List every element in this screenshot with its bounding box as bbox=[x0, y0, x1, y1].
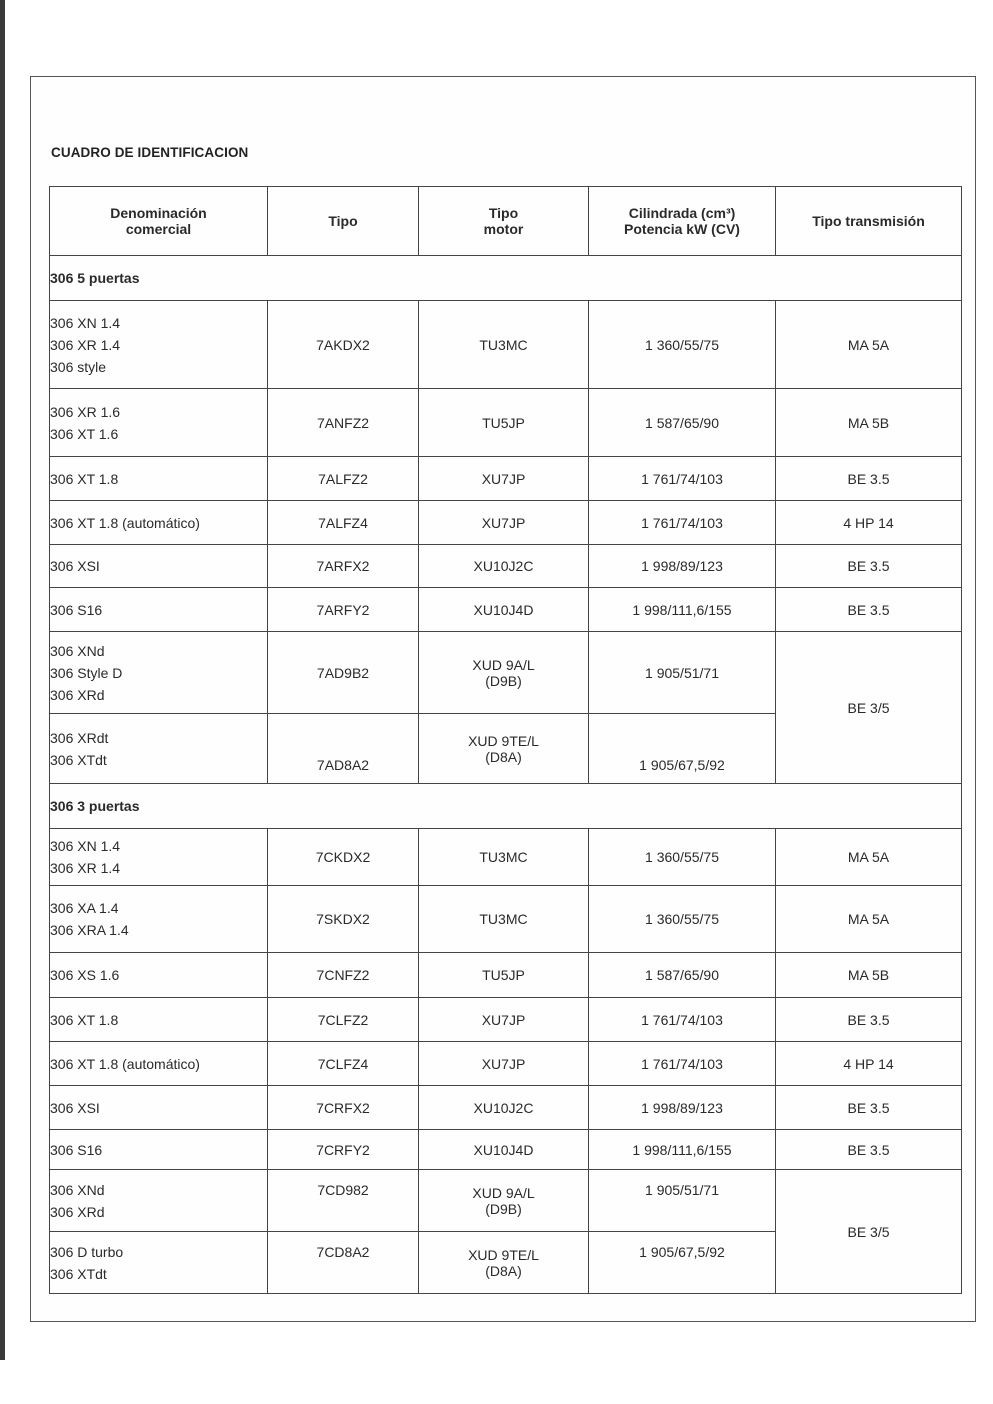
table-row bbox=[50, 1086, 962, 1130]
cell-transmision: 4 HP 14 bbox=[776, 1042, 962, 1086]
cell-denominacion: 306 XS 1.6 bbox=[50, 953, 268, 998]
header-tipo: Tipo bbox=[268, 187, 419, 256]
cell-tipo: 7ANFZ2 bbox=[268, 389, 419, 457]
cell-motor: XU7JP bbox=[419, 1042, 589, 1086]
cell-motor: XUD 9TE/L (D8A) bbox=[419, 714, 589, 784]
table-row bbox=[50, 1170, 962, 1232]
cell-tipo: 7CD8A2 bbox=[268, 1232, 419, 1294]
table-row bbox=[50, 953, 962, 998]
header-transmision: Tipo transmisión bbox=[776, 187, 962, 256]
cell-tipo: 7CNFZ2 bbox=[268, 953, 419, 998]
cell-cilindrada: 1 761/74/103 bbox=[589, 457, 776, 501]
cell-denominacion: 306 XSI bbox=[50, 545, 268, 588]
cell-tipo: 7CLFZ2 bbox=[268, 998, 419, 1042]
cell-cilindrada: 1 998/89/123 bbox=[589, 1086, 776, 1130]
table-row bbox=[50, 545, 962, 588]
header-cilindrada: Cilindrada (cm³) Potencia kW (CV) bbox=[589, 187, 776, 256]
scan-edge bbox=[0, 0, 5, 1360]
cell-transmision: 4 HP 14 bbox=[776, 501, 962, 545]
cell-motor: TU5JP bbox=[419, 953, 589, 998]
cell-motor: XU10J4D bbox=[419, 1130, 589, 1170]
cell-cilindrada: 1 998/89/123 bbox=[589, 545, 776, 588]
cell-denominacion: 306 XR 1.6 306 XT 1.6 bbox=[50, 389, 268, 457]
cell-denominacion: 306 XT 1.8 (automático) bbox=[50, 1042, 268, 1086]
cell-denominacion: 306 XA 1.4 306 XRA 1.4 bbox=[50, 886, 268, 953]
cell-denominacion: 306 XNd 306 XRd bbox=[50, 1170, 268, 1232]
cell-transmision: BE 3.5 bbox=[776, 1086, 962, 1130]
cell-motor: XU7JP bbox=[419, 998, 589, 1042]
cell-denominacion: 306 XRdt 306 XTdt bbox=[50, 714, 268, 784]
cell-tipo: 7CKDX2 bbox=[268, 829, 419, 886]
cell-transmision: MA 5B bbox=[776, 389, 962, 457]
cell-transmision: BE 3.5 bbox=[776, 588, 962, 632]
cell-transmision: MA 5A bbox=[776, 829, 962, 886]
cell-denominacion: 306 XT 1.8 (automático) bbox=[50, 501, 268, 545]
table-row bbox=[50, 829, 962, 886]
table-row bbox=[50, 632, 962, 714]
cell-transmision: MA 5A bbox=[776, 301, 962, 389]
cell-cilindrada: 1 761/74/103 bbox=[589, 1042, 776, 1086]
section-row bbox=[50, 784, 962, 829]
cell-cilindrada: 1 905/51/71 bbox=[589, 1170, 776, 1232]
cell-transmision: BE 3/5 bbox=[776, 632, 962, 784]
header-row bbox=[50, 187, 962, 256]
identification-table bbox=[49, 186, 962, 1294]
cell-transmision: BE 3.5 bbox=[776, 1130, 962, 1170]
cell-tipo: 7ARFY2 bbox=[268, 588, 419, 632]
cell-transmision: BE 3/5 bbox=[776, 1170, 962, 1294]
cell-transmision: BE 3.5 bbox=[776, 545, 962, 588]
cell-motor: XU7JP bbox=[419, 457, 589, 501]
cell-tipo: 7SKDX2 bbox=[268, 886, 419, 953]
table-row bbox=[50, 1130, 962, 1170]
table-row bbox=[50, 389, 962, 457]
section-label-5-puertas: 306 5 puertas bbox=[50, 256, 962, 301]
cell-tipo: 7ARFX2 bbox=[268, 545, 419, 588]
cell-tipo: 7AD8A2 bbox=[268, 714, 419, 784]
cell-transmision: BE 3.5 bbox=[776, 998, 962, 1042]
table-row bbox=[50, 301, 962, 389]
header-tipo-motor: Tipo motor bbox=[419, 187, 589, 256]
cell-denominacion: 306 XT 1.8 bbox=[50, 457, 268, 501]
cell-tipo: 7AD9B2 bbox=[268, 632, 419, 714]
cell-cilindrada: 1 360/55/75 bbox=[589, 829, 776, 886]
cell-transmision: BE 3.5 bbox=[776, 457, 962, 501]
cell-denominacion: 306 D turbo 306 XTdt bbox=[50, 1232, 268, 1294]
cell-tipo: 7CD982 bbox=[268, 1170, 419, 1232]
cell-cilindrada: 1 905/67,5/92 bbox=[589, 714, 776, 784]
cell-tipo: 7AKDX2 bbox=[268, 301, 419, 389]
cell-tipo: 7CRFY2 bbox=[268, 1130, 419, 1170]
cell-tipo: 7ALFZ4 bbox=[268, 501, 419, 545]
cell-tipo: 7CRFX2 bbox=[268, 1086, 419, 1130]
cell-denominacion: 306 XT 1.8 bbox=[50, 998, 268, 1042]
document-title: CUADRO DE IDENTIFICACION bbox=[51, 145, 249, 160]
table-row bbox=[50, 1042, 962, 1086]
cell-cilindrada: 1 905/51/71 bbox=[589, 632, 776, 714]
table-row bbox=[50, 588, 962, 632]
cell-motor: XU10J4D bbox=[419, 588, 589, 632]
cell-cilindrada: 1 905/67,5/92 bbox=[589, 1232, 776, 1294]
cell-cilindrada: 1 360/55/75 bbox=[589, 301, 776, 389]
cell-motor: XU10J2C bbox=[419, 545, 589, 588]
header-denominacion: Denominación comercial bbox=[50, 187, 268, 256]
cell-denominacion: 306 XNd 306 Style D 306 XRd bbox=[50, 632, 268, 714]
cell-motor: TU3MC bbox=[419, 829, 589, 886]
section-row bbox=[50, 256, 962, 301]
cell-denominacion: 306 S16 bbox=[50, 588, 268, 632]
cell-motor: XUD 9TE/L (D8A) bbox=[419, 1232, 589, 1294]
cell-denominacion: 306 XSI bbox=[50, 1086, 268, 1130]
cell-motor: XU10J2C bbox=[419, 1086, 589, 1130]
cell-cilindrada: 1 761/74/103 bbox=[589, 501, 776, 545]
cell-motor: TU3MC bbox=[419, 301, 589, 389]
cell-cilindrada: 1 360/55/75 bbox=[589, 886, 776, 953]
cell-tipo: 7ALFZ2 bbox=[268, 457, 419, 501]
cell-motor: XU7JP bbox=[419, 501, 589, 545]
cell-cilindrada: 1 998/111,6/155 bbox=[589, 588, 776, 632]
table-row bbox=[50, 886, 962, 953]
table-row bbox=[50, 501, 962, 545]
cell-cilindrada: 1 587/65/90 bbox=[589, 953, 776, 998]
table-row bbox=[50, 457, 962, 501]
table-row bbox=[50, 998, 962, 1042]
cell-cilindrada: 1 998/111,6/155 bbox=[589, 1130, 776, 1170]
cell-motor: XUD 9A/L (D9B) bbox=[419, 632, 589, 714]
cell-transmision: MA 5B bbox=[776, 953, 962, 998]
cell-transmision: MA 5A bbox=[776, 886, 962, 953]
cell-denominacion: 306 S16 bbox=[50, 1130, 268, 1170]
cell-cilindrada: 1 761/74/103 bbox=[589, 998, 776, 1042]
cell-denominacion: 306 XN 1.4 306 XR 1.4 306 style bbox=[50, 301, 268, 389]
cell-motor: XUD 9A/L (D9B) bbox=[419, 1170, 589, 1232]
cell-tipo: 7CLFZ4 bbox=[268, 1042, 419, 1086]
cell-cilindrada: 1 587/65/90 bbox=[589, 389, 776, 457]
cell-denominacion: 306 XN 1.4 306 XR 1.4 bbox=[50, 829, 268, 886]
cell-motor: TU3MC bbox=[419, 886, 589, 953]
section-label-3-puertas: 306 3 puertas bbox=[50, 784, 962, 829]
cell-motor: TU5JP bbox=[419, 389, 589, 457]
